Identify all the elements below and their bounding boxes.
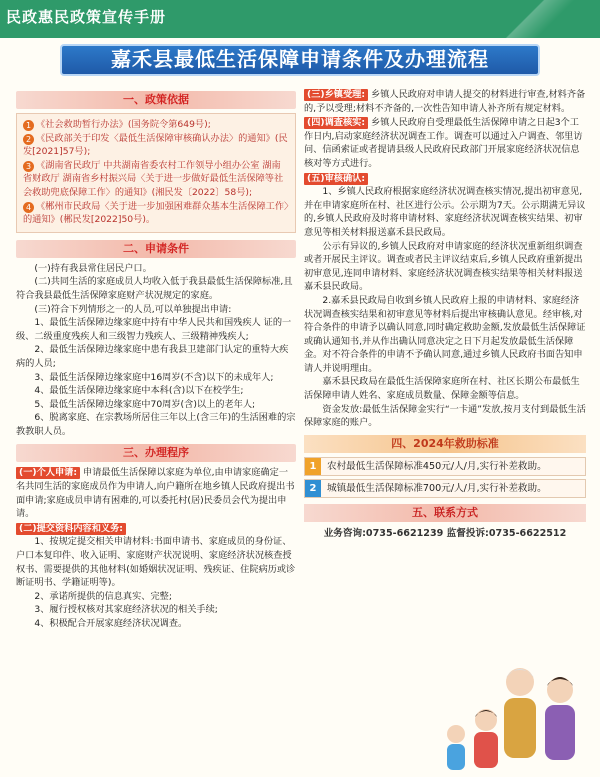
review-line: 2.嘉禾县民政局自收到乡镇人民政府上报的申请材料、家庭经济状况调查核实结果和初审意见等材料后提出审核确认意见。经审核,对符合条件的申请予以确认同意,同时确定救助金额,发放最低生活保障证或确认通知书,并从作出确认同意决定之日下月起发放最低生活保障金。对不符合条件的申请不予确认同意,通过乡镇人民政府书面告知申请人并说明理由。: [304, 294, 586, 374]
item-number: 3: [23, 161, 34, 172]
review-line: 嘉禾县民政局在最低生活保障家庭所在村、社区长期公布最低生活保障申请人姓名、家庭成员数量、保障金额等信息。: [304, 376, 580, 402]
policy-item: 1 《社会救助暂行办法》(国务院令第649号);: [23, 118, 289, 132]
condition-line: 1、最低生活保障边缘家庭中持有中华人民共和国残疾人 证的一级、二级重度残疾人和三级智力残疾人、三级精神残疾人;: [16, 317, 292, 342]
step-label: (二)提交资料内容和义务:: [16, 523, 126, 535]
main-title: 嘉禾县最低生活保障申请条件及办理流程: [60, 44, 540, 76]
condition-line: (三)符合下列情形之一的人员,可以单独提出申请:: [34, 303, 232, 315]
step-label: (三)乡镇受理:: [304, 89, 368, 101]
small-child-figure: [447, 725, 465, 770]
top-banner: [0, 0, 600, 38]
procedure-step-1: (一)个人申请: 申请最低生活保障以家庭为单位,由申请家庭确定一名共同生活的家庭成员作为申请人,向户籍所在地乡镇人民政府提出书面申请;家庭成员申请有困难的,可以委托村(居)民委员会代为提出申请。: [16, 467, 295, 520]
adult-figure: [545, 677, 575, 760]
condition-line: 5、最低生活保障边缘家庭中70周岁(含)以上的老年人;: [34, 398, 256, 410]
material-line: 4、积极配合开展家庭经济状况调查。: [34, 618, 188, 629]
material-line: 3、履行授权核对其家庭经济状况的相关手续;: [34, 604, 218, 616]
material-line: 1、按规定提交相关申请材料:书面申请书、家庭成员的身份证、户口本复印件、收入证明、家庭财产状况说明、家庭经济状况核查授权书、需要提供的其他材料(如婚姻状况证明、残疾证、住院病历或诊断证明书、学籍证明等)。: [16, 536, 296, 589]
item-number: 4: [23, 202, 34, 213]
step-label: (四)调查核实:: [304, 117, 368, 129]
item-number: 1: [23, 120, 34, 131]
condition-line: (二)共同生活的家庭成员人均收入低于我县最低生活保障标准,且符合我县最低生活保障家庭财产状况规定的家庭。: [16, 276, 293, 301]
contact-info: 业务咨询:0735-6621239 监督投诉:0735-6622512: [323, 527, 567, 539]
standard-row-rural: [304, 457, 586, 476]
condition-line: 6、脱离家庭、在宗教场所居住三年以上(含三年)的生活困难的宗教教职人员。: [16, 412, 296, 437]
section-policy-title: 一、政策依据: [16, 91, 296, 109]
handbook-title: 民政惠民政策宣传手册: [6, 8, 167, 26]
procedure-step-2: [16, 522, 296, 536]
banner-decoration: [480, 0, 600, 38]
review-line: 1、乡镇人民政府根据家庭经济状况调查核实情况,提出初审意见,并在申请家庭所在村、社区进行公示。公示期为7天。公示期满无异议的,乡镇人民政府及时将申请材料、家庭经济状况调查核实结果、初审意见等相关材料报送嘉禾县民政局。: [304, 186, 586, 238]
standard-text: 城镇最低生活保障标准700元/人/月,实行补差救助。: [327, 482, 547, 494]
policy-item: 3 《湖南省民政厅 中共湖南省委农村工作领导小组办公室 湖南省财政厅 湖南省乡村振兴局〈关于进一步做好最低生活保障等社会救助兜底保障工作〉的通知》(湘民发〔2022〕58号);: [23, 159, 284, 198]
policy-item: 2 《民政部关于印发〈最低生活保障审核确认办法〉的通知》(民发[2021]57号);: [23, 132, 288, 158]
child-figure: [474, 709, 498, 768]
right-column: [304, 88, 586, 540]
section-standard-title: 四、2024年救助标准: [304, 435, 586, 453]
family-illustration: [400, 660, 590, 772]
step-label: (一)个人申请:: [16, 467, 80, 479]
review-line: 资金发放:最低生活保障金实行“一卡通”发放,按月支付到最低生活保障家庭的账户。: [304, 403, 586, 429]
step-label: (五)审核确认:: [304, 173, 368, 185]
row-number: 1: [305, 458, 321, 475]
item-number: 2: [23, 134, 34, 145]
left-column: [16, 88, 296, 631]
standard-text: 农村最低生活保障标准450元/人/月,实行补差救助。: [327, 460, 547, 472]
policy-list: [16, 113, 296, 233]
procedure-step-5: [304, 172, 586, 186]
condition-line: 3、最低生活保障边缘家庭中16周岁(不含)以下的未成年人;: [34, 371, 274, 383]
procedure-step-3: (三)乡镇受理: 乡镇人民政府对申请人提交的材料进行审查,材料齐备的,予以受理;材料不齐备的,一次性告知申请人补齐所有规定材料。: [304, 89, 586, 114]
procedure-step-4: (四)调查核实: 乡镇人民政府自受理最低生活保障申请之日起3个工作日内,启动家庭经济状况调查工作。调查可以通过入户调查、邻里访问、信函索证或者提请县级人民政府民政部门开展家庭经济状况信息核对等方式进行。: [304, 117, 583, 169]
standard-row-urban: [304, 479, 586, 498]
condition-line: 4、最低生活保障边缘家庭中本科(含)以下在校学生;: [34, 385, 244, 397]
condition-line: (一)持有我县常住居民户口。: [34, 262, 152, 274]
section-procedure-title: 三、办理程序: [16, 444, 296, 462]
section-contact-title: 五、联系方式: [304, 504, 586, 522]
section-conditions-title: 二、申请条件: [16, 240, 296, 258]
policy-item: 4 《郴州市民政局〈关于进一步加强困难群众基本生活保障工作〉的通知》(郴民发[2022]50号)。: [23, 200, 289, 226]
condition-line: 2、最低生活保障边缘家庭中患有我县卫建部门认定的重特大疾病的人员;: [16, 344, 289, 369]
review-line: 公示有异议的,乡镇人民政府对申请家庭的经济状况重新组织调查或者开展民主评议。调查或者民主评议结束后,乡镇人民政府重新提出初审意见,连同申请材料、家庭经济状况调查核实结果等相关材料报送嘉禾县民政局。: [304, 240, 583, 293]
grandparent-figure: [504, 668, 536, 758]
material-line: 2、承诺所提供的信息真实、完整;: [34, 590, 172, 602]
row-number: 2: [305, 480, 321, 497]
